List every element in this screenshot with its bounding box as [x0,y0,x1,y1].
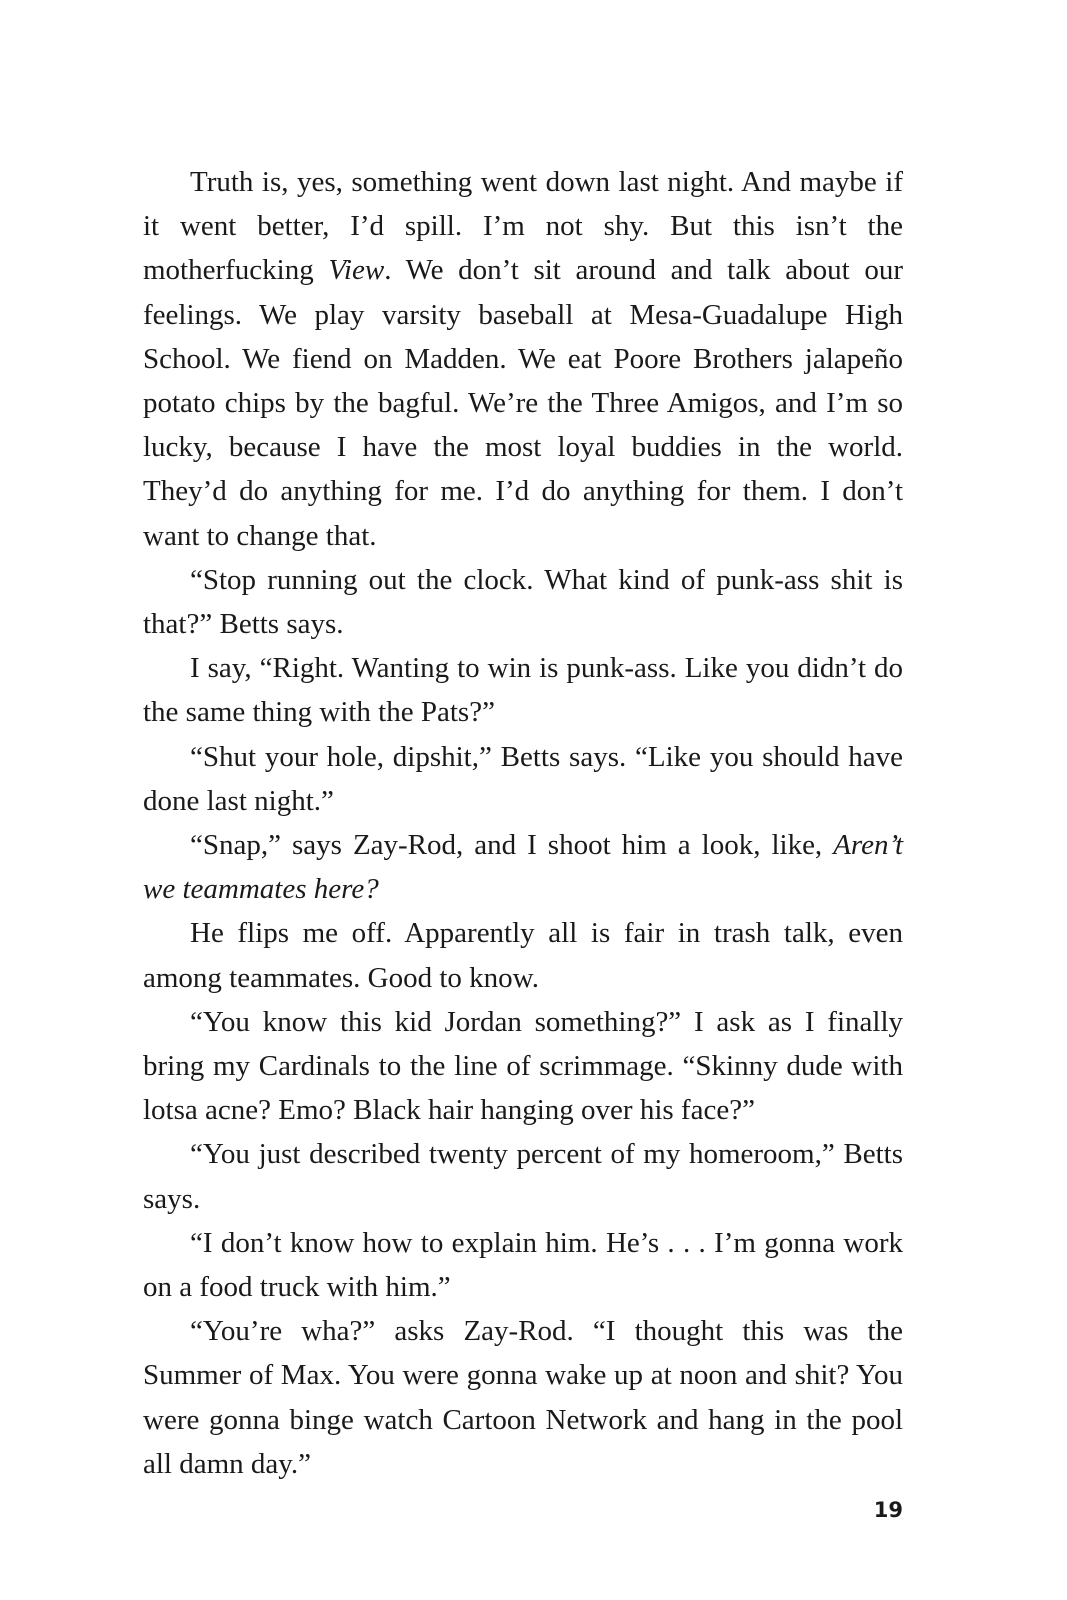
text-run: Truth is, yes, something went down last night. And maybe if it went better, I’d spill. I’m not shy. But this isn’t the motherfucking [143,166,903,287]
italic-text: Aren’t we teammates here? [143,829,903,906]
paragraph [143,823,903,911]
text-run: “You’re wha?” asks Zay-Rod. “I thought this was the Summer of Max. You were gonna wake up at noon and shit? You were gonna binge watch Cartoon Network and hang in the pool all damn day.” [143,1315,903,1480]
paragraph [143,558,903,646]
paragraph [143,911,903,999]
text-run: “Snap,” says Zay-Rod, and I shoot him a look, like, [190,829,834,862]
paragraph [143,1221,903,1309]
paragraph [143,646,903,734]
page-number: 19 [873,1498,903,1522]
text-run: I say, “Right. Wanting to win is punk-ass. Like you didn’t do the same thing with the Pats?” [143,652,903,729]
italic-text: View [328,254,385,287]
text-run: “You just described twenty percent of my homeroom,” Betts says. [143,1138,903,1215]
paragraph [143,1000,903,1133]
paragraph [143,1132,903,1220]
text-run: “Stop running out the clock. What kind of punk-ass shit is that?” Betts says. [143,563,903,641]
text-run: He flips me off. Apparently all is fair in trash talk, even among teammates. Good to know. [143,917,903,994]
text-run: “You know this kid Jordan something?” I ask as I finally bring my Cardinals to the line of scrimmage. “Skinny dude with lotsa acne? Emo? Black hair hanging over his face?” [143,1005,903,1127]
paragraph [143,735,903,823]
paragraph [143,1309,903,1486]
paragraph [143,160,903,558]
text-run: . We don’t sit around and talk about our feelings. We play varsity baseball at Mesa-Guadalupe High School. We fiend on Madden. We eat Poore Brothers jalapeño potato chips by the bagful. We’re the Three Amigos, and I’m so lucky, because I have the most loyal buddies in the world. They’d do anything for me. I’d do anything for them. I don’t want to change that. [143,254,903,552]
text-run: “Shut your hole, dipshit,” Betts says. “Like you should have done last night.” [143,740,903,817]
body-text [143,160,903,1486]
text-run: “I don’t know how to explain him. He’s . . . I’m gonna work on a food truck with him.” [143,1226,903,1304]
